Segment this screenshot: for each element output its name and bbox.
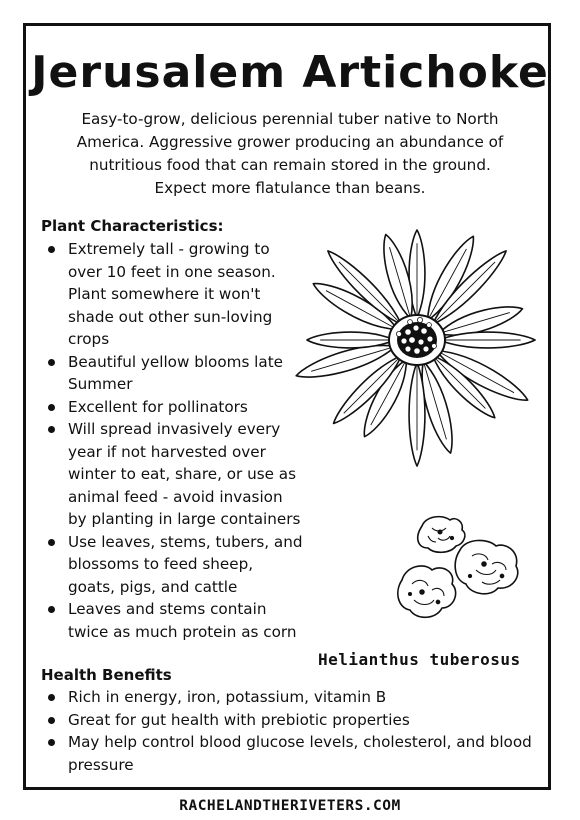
- list-item-line: Great for gut health with prebiotic properties: [68, 710, 410, 729]
- intro-paragraph: [60, 108, 520, 200]
- tuber-top: [418, 517, 465, 553]
- list-item-line: animal feed - avoid invasion: [68, 487, 283, 506]
- website-footer: RACHELANDTHERIVETERS.COM: [179, 798, 401, 814]
- list-item-line: Will spread invasively every: [68, 420, 281, 438]
- list-item-line: Use leaves, stems, tubers, and: [68, 532, 303, 551]
- list-item-line: shade out other sun-loving: [68, 307, 273, 326]
- list-item-line: year if not harvested over: [68, 442, 266, 461]
- list-item-line: Plant somewhere it won't: [68, 285, 261, 303]
- tuber-left: [398, 566, 456, 617]
- tuber-right: [455, 540, 518, 593]
- flower-center: [389, 315, 445, 365]
- list-item: [42, 351, 312, 396]
- list-item-line: twice as much protein as corn: [68, 622, 297, 641]
- list-item-line: Excellent for pollinators: [68, 397, 248, 416]
- list-item-line: goats, pigs, and cattle: [68, 577, 238, 596]
- list-item-line: Extremely tall - growing to: [68, 240, 270, 258]
- intro-line: America. Aggressive grower producing an abundance of: [76, 133, 504, 151]
- list-item-line: pressure: [68, 755, 134, 774]
- intro-line: Easy-to-grow, delicious perennial tuber native to North: [81, 110, 499, 128]
- list-item: [42, 531, 312, 599]
- list-item: [42, 686, 542, 709]
- list-item: [42, 598, 312, 643]
- list-item: [42, 238, 312, 351]
- list-item: [42, 709, 542, 732]
- list-item: [42, 418, 312, 531]
- list-item-line: by planting in large containers: [68, 510, 301, 528]
- list-item-line: Rich in energy, iron, potassium, vitamin B: [68, 688, 387, 706]
- list-item: [42, 396, 312, 419]
- sunchoke-flower-illustration: [300, 222, 530, 457]
- sunchoke-tubers-illustration: [392, 508, 532, 633]
- list-item-line: blossoms to feed sheep,: [68, 555, 254, 573]
- list-item-line: crops: [68, 330, 110, 348]
- health-benefits-list: [42, 686, 542, 776]
- plant-characteristics-list: [42, 238, 312, 643]
- list-item: [42, 731, 542, 776]
- list-item-line: Leaves and stems contain: [68, 600, 267, 618]
- intro-line: Expect more flatulance than beans.: [154, 179, 426, 197]
- list-item-line: winter to eat, share, or use as: [68, 465, 297, 483]
- list-item-line: Summer: [68, 375, 133, 393]
- plant-characteristics-heading: Plant Characteristics:: [41, 217, 224, 235]
- health-benefits-heading: Health Benefits: [41, 666, 172, 684]
- list-item-line: over 10 feet in one season.: [68, 262, 276, 281]
- list-item-line: Beautiful yellow blooms late: [68, 352, 284, 371]
- page-title: Jerusalem Artichoke: [31, 47, 549, 98]
- intro-line: nutritious food that can remain stored in the ground.: [89, 156, 491, 174]
- list-item-line: May help control blood glucose levels, cholesterol, and blood: [68, 733, 532, 751]
- scientific-name: Helianthus tuberosus: [318, 650, 521, 669]
